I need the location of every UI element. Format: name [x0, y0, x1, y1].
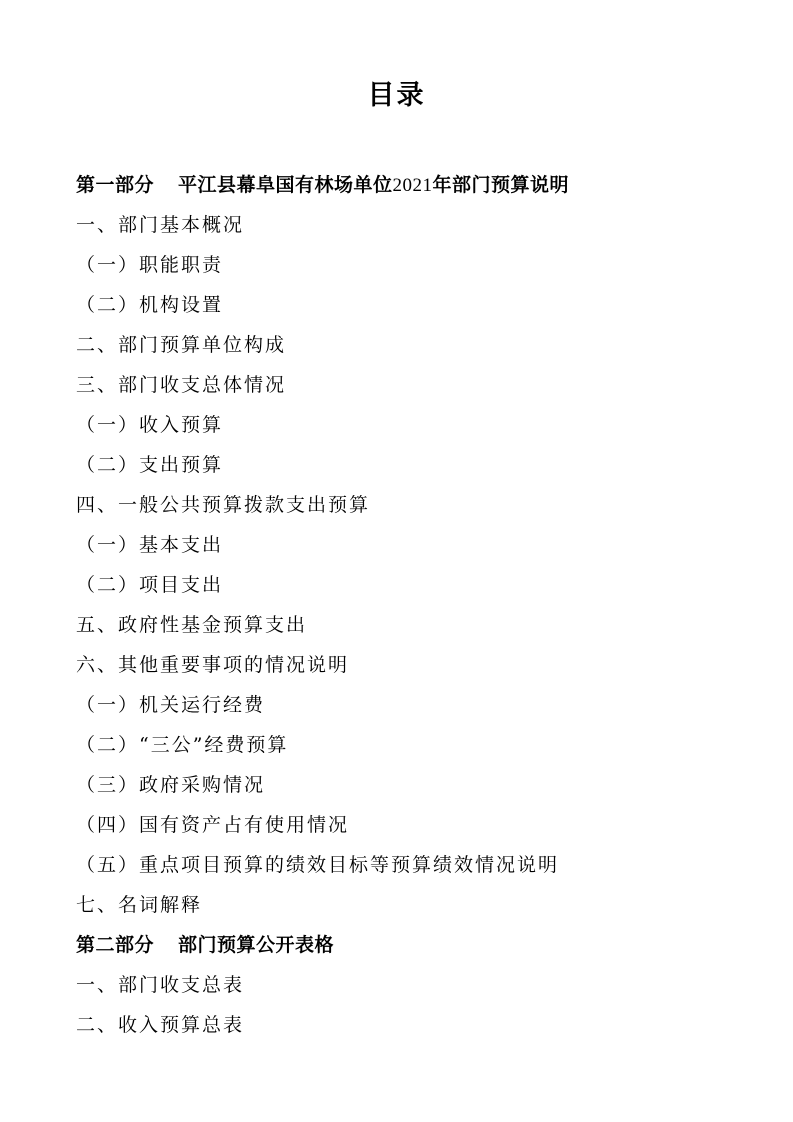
part-2-label: 第二部分 [76, 934, 155, 956]
toc-item-other-matters: 六、其他重要事项的情况说明 [76, 654, 350, 676]
part-1-label: 第一部分 [76, 174, 155, 196]
toc-item-budget-units: 二、部门预算单位构成 [76, 334, 287, 356]
toc-item-gov-procurement: （三）政府采购情况 [76, 774, 266, 796]
part-1-year: 2021 [392, 175, 433, 196]
table-of-contents [76, 165, 756, 1045]
toc-item-operating-costs: （一）机关运行经费 [76, 694, 266, 716]
page-title: 目录 [367, 80, 426, 111]
toc-item-functions: （一）职能职责 [76, 254, 224, 276]
toc-item-three-public-costs: （二）“三公”经费预算 [76, 734, 289, 756]
part-1-title-suffix: 年部门预算说明 [432, 174, 570, 196]
part-2-title: 部门预算公开表格 [178, 934, 335, 956]
toc-item-income-summary-table: 二、收入预算总表 [76, 1014, 245, 1036]
toc-part-2-heading [76, 925, 756, 965]
toc-item-performance-goals: （五）重点项目预算的绩效目标等预算绩效情况说明 [76, 854, 560, 876]
toc-item-project-expense: （二）项目支出 [76, 574, 224, 596]
toc-item-gov-fund-budget: 五、政府性基金预算支出 [76, 614, 308, 636]
toc-item-state-assets: （四）国有资产占有使用情况 [76, 814, 350, 836]
toc-item-glossary: 七、名词解释 [76, 894, 203, 916]
part-1-title-prefix: 平江县幕阜国有林场单位 [178, 174, 393, 196]
toc-item-expense-budget: （二）支出预算 [76, 454, 224, 476]
toc-item-organization: （二）机构设置 [76, 294, 224, 316]
toc-item-summary-table: 一、部门收支总表 [76, 974, 245, 996]
toc-part-1-heading [76, 165, 756, 205]
toc-item-income-budget: （一）收入预算 [76, 414, 224, 436]
toc-item-basic-expense: （一）基本支出 [76, 534, 224, 556]
toc-item-general-public-budget: 四、一般公共预算拨款支出预算 [76, 494, 371, 516]
toc-item-dept-overview: 一、部门基本概况 [76, 214, 245, 236]
toc-item-income-expense-overview: 三、部门收支总体情况 [76, 374, 287, 396]
